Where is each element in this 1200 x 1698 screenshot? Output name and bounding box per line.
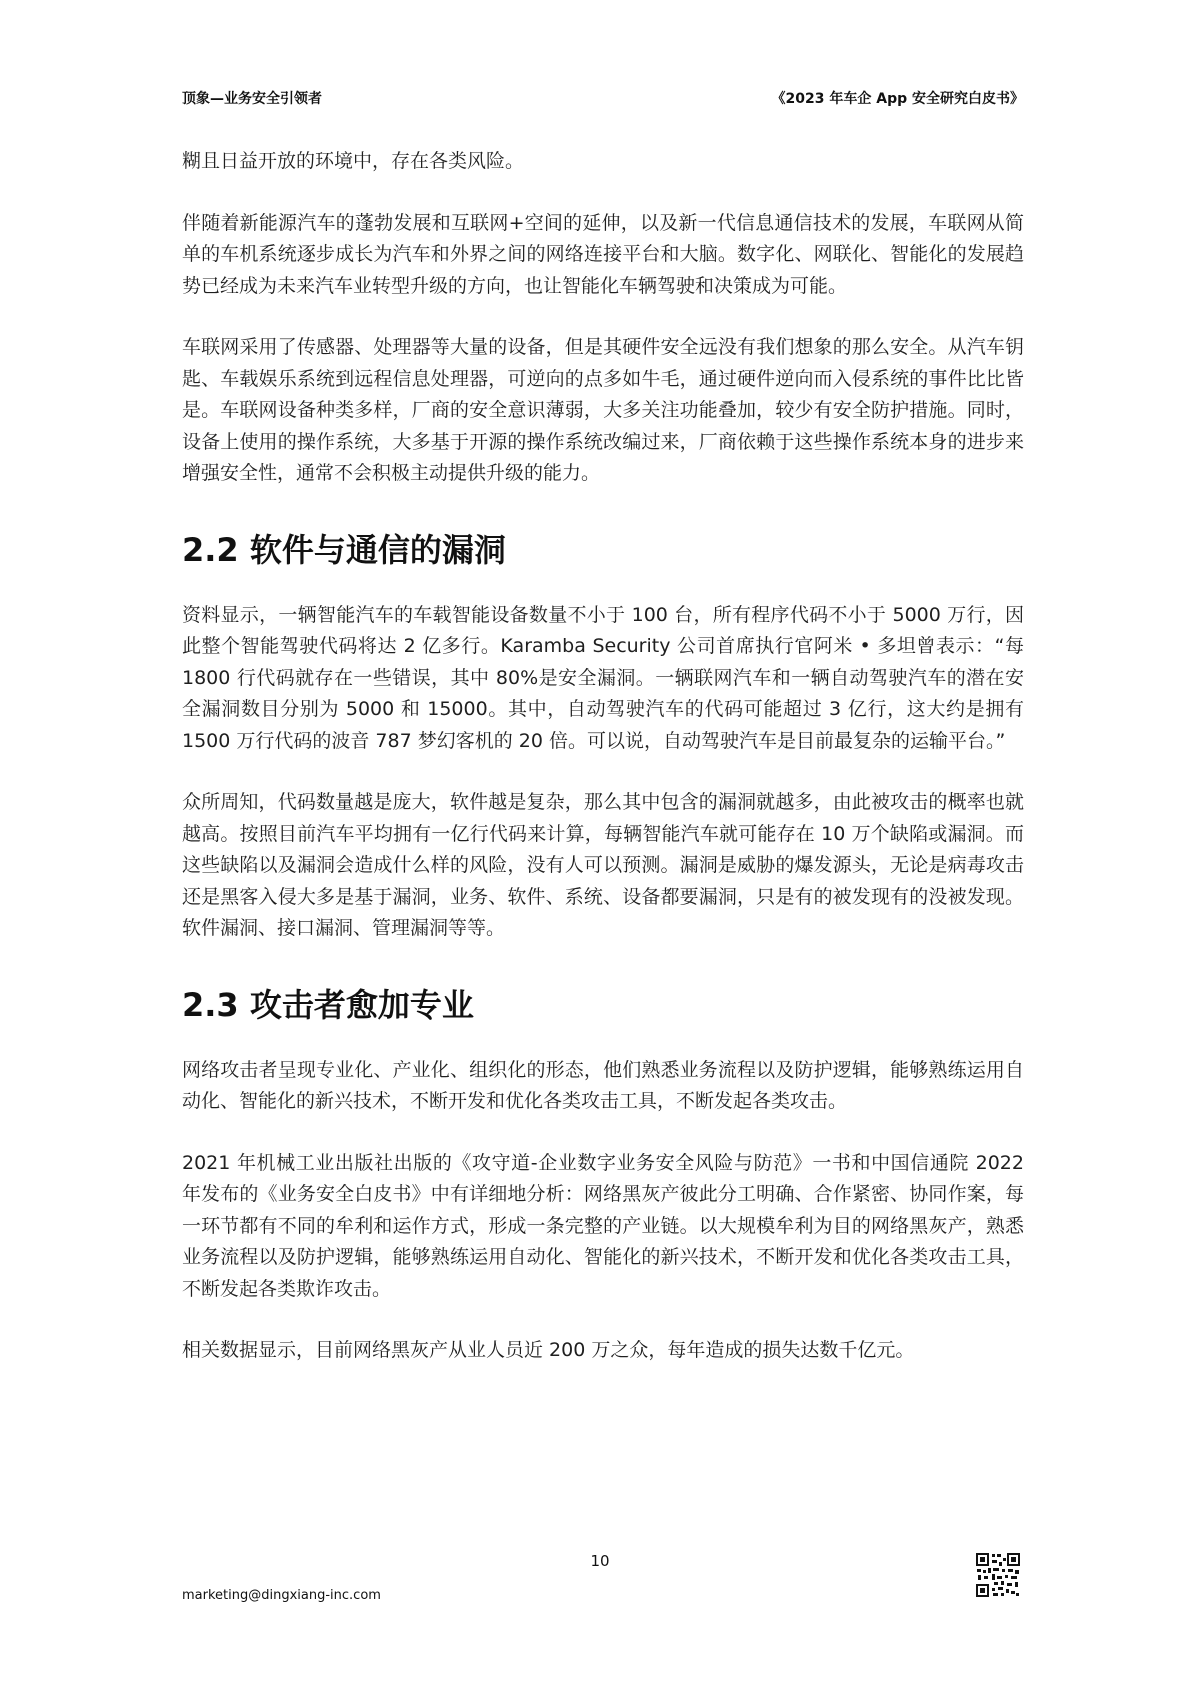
paragraph: 糊且日益开放的环境中，存在各类风险。 [182, 150, 525, 172]
header-left-title: 顶象—业务安全引领者 [182, 91, 322, 107]
header-right-title: 《2023 年车企 App 安全研究白皮书》 [771, 91, 1024, 107]
paragraph: 相关数据显示，目前网络黑灰产从业人员近 200 万之众，每年造成的损失达数千亿元。 [182, 1339, 915, 1361]
paragraph: 伴随着新能源汽车的蓬勃发展和互联网+空间的延伸，以及新一代信息通信技术的发展，车联网从简单的车机系统逐步成长为汽车和外界之间的网络连接平台和大脑。数字化、网联化、智能化的发展趋势已经成为未来汽车业转型升级的方向，也让智能化车辆驾驶和决策成为可能。 [182, 211, 1024, 297]
document-body [182, 146, 1024, 1397]
paragraph: 众所周知，代码数量越是庞大，软件越是复杂，那么其中包含的漏洞就越多，由此被攻击的概率也就越高。按照目前汽车平均拥有一亿行代码来计算，每辆智能汽车就可能存在 10 万个缺陷或漏洞。而这些缺陷以及漏洞会造成什么样的风险，没有人可以预测。漏洞是威胁的爆发源头，无论是病毒攻击还是黑客入侵大多是基于漏洞，业务、软件、系统、设备都要漏洞，只是有的被发现有的没被发现。软件漏洞、接口漏洞、管理漏洞等等。 [182, 791, 1024, 939]
paragraph: 2021 年机械工业出版社出版的《攻守道-企业数字业务安全风险与防范》一书和中国信通院 2022 年发布的《业务安全白皮书》中有详细地分析：网络黑灰产彼此分工明确、合作紧密、协同作案，每一环节都有不同的牟利和运作方式，形成一条完整的产业链。以大规模牟利为目的网络黑灰产，熟悉业务流程以及防护逻辑，能够熟练运用自动化、智能化的新兴技术，不断开发和优化各类攻击工具，不断发起各类欺诈攻击。 [182, 1151, 1024, 1300]
paragraph: 资料显示，一辆智能汽车的车载智能设备数量不小于 100 台，所有程序代码不小于 5000 万行，因此整个智能驾驶代码将达 2 亿多行。Karamba Security 公司首席执行官阿米 • 多坦曾表示：“每 1800 行代码就存在一些错误，其中 80%是安全漏洞。一辆联网汽车和一辆自动驾驶汽车的潜在安全漏洞数目分别为 5000 和 15000。其中，自动驾驶汽车的代码可能超过 3 亿行，这大约是拥有 1500 万行代码的波音 787 梦幻客机的 20 倍。可以说，自动驾驶汽车是目前最复杂的运输平台。” [182, 603, 1024, 752]
qr-code-icon [975, 1552, 1021, 1598]
section-heading-2-2: 2.2 软件与通信的漏洞 [182, 530, 506, 569]
paragraph: 网络攻击者呈现专业化、产业化、组织化的形态，他们熟悉业务流程以及防护逻辑，能够熟练运用自动化、智能化的新兴技术，不断开发和优化各类攻击工具，不断发起各类攻击。 [182, 1058, 1024, 1112]
page-header [182, 88, 1024, 108]
paragraph: 车联网采用了传感器、处理器等大量的设备，但是其硬件安全远没有我们想象的那么安全。从汽车钥匙、车载娱乐系统到远程信息处理器，可逆向的点多如牛毛，通过硬件逆向而入侵系统的事件比比皆是。车联网设备种类多样，厂商的安全意识薄弱，大多关注功能叠加，较少有安全防护措施。同时，设备上使用的操作系统，大多基于开源的操作系统改编过来，厂商依赖于这些操作系统本身的进步来增强安全性，通常不会积极主动提供升级的能力。 [182, 336, 1024, 484]
footer-email: marketing@dingxiang-inc.com [182, 1588, 381, 1603]
page-number: 10 [590, 1552, 610, 1570]
section-heading-2-3: 2.3 攻击者愈加专业 [182, 985, 474, 1024]
